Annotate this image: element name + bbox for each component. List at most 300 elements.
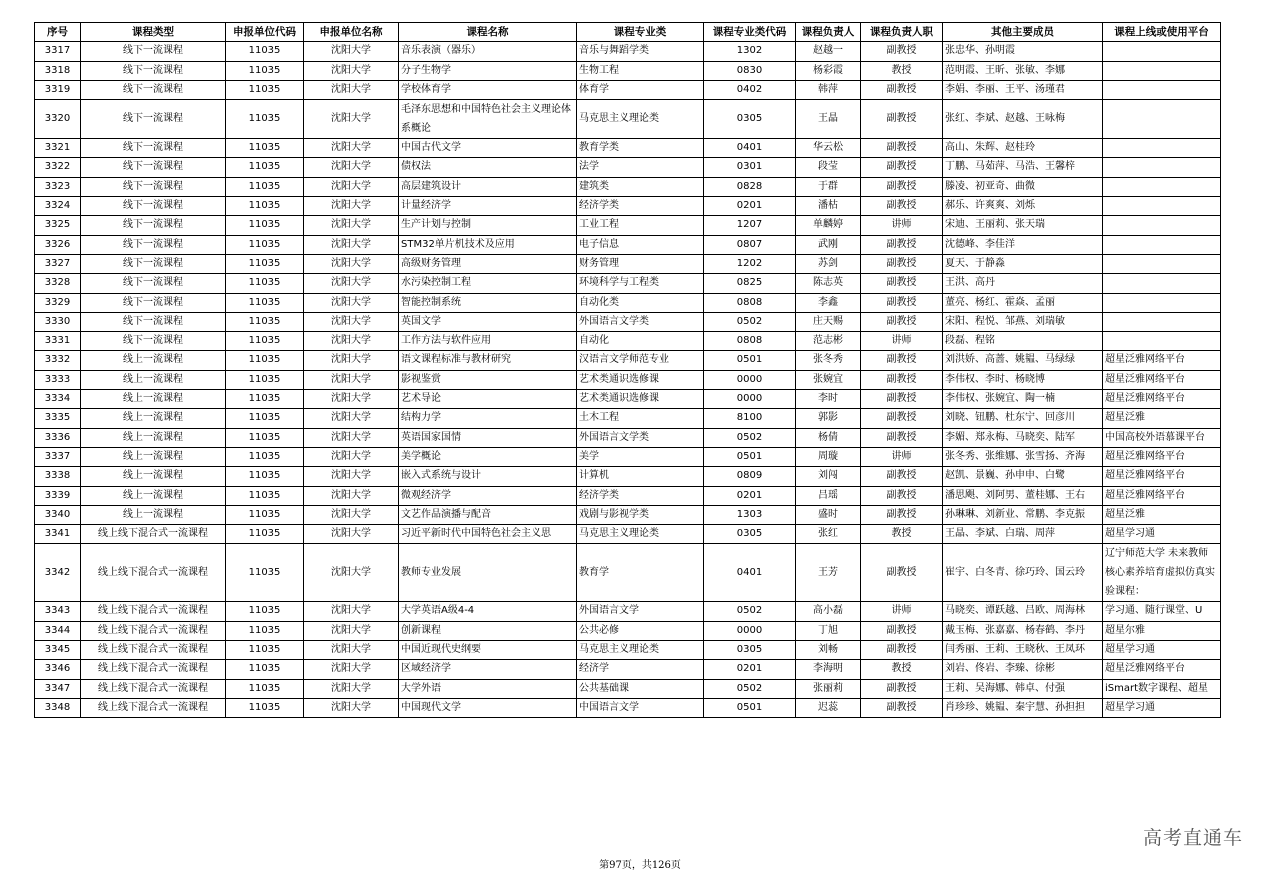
column-header: 课程专业类 <box>577 23 704 42</box>
table-cell: 副教授 <box>861 679 943 698</box>
table-cell: 副教授 <box>861 197 943 216</box>
table-cell: 沈阳大学 <box>304 254 399 273</box>
table-cell: 高级财务管理 <box>399 254 577 273</box>
table-cell: 艺术类通识选修课 <box>577 390 704 409</box>
table-cell: 线下一流课程 <box>81 274 226 293</box>
table-cell: 0305 <box>704 641 796 660</box>
table-cell <box>1103 158 1221 177</box>
table-cell: 副教授 <box>861 274 943 293</box>
table-cell: 张冬秀 <box>796 351 861 370</box>
table-cell: 副教授 <box>861 467 943 486</box>
table-cell: 于群 <box>796 177 861 196</box>
table-row <box>35 641 1221 660</box>
table-cell: 线上一流课程 <box>81 447 226 466</box>
table-cell: 11035 <box>226 254 304 273</box>
column-header: 课程负责人职 <box>861 23 943 42</box>
table-cell: 张丽莉 <box>796 679 861 698</box>
table-cell: 大学英语A级4-4 <box>399 602 577 621</box>
table-cell: 3347 <box>35 679 81 698</box>
table-cell: 11035 <box>226 621 304 640</box>
table-row <box>35 428 1221 447</box>
table-cell: 音乐与舞蹈学类 <box>577 42 704 61</box>
table-cell: 沈阳大学 <box>304 139 399 158</box>
table-cell: 11035 <box>226 332 304 351</box>
table-cell: 0808 <box>704 332 796 351</box>
table-cell: 线上一流课程 <box>81 428 226 447</box>
table-cell: 1207 <box>704 216 796 235</box>
table-row <box>35 698 1221 717</box>
table-cell: 8100 <box>704 409 796 428</box>
table-cell: 沈阳大学 <box>304 505 399 524</box>
table-cell: 迟蕊 <box>796 698 861 717</box>
table-cell: 讲师 <box>861 602 943 621</box>
table-cell: 李伟权、张婉宜、陶一楠 <box>943 390 1103 409</box>
table-cell: 线上线下混合式一流课程 <box>81 621 226 640</box>
table-cell: 1302 <box>704 42 796 61</box>
table-cell: 线上线下混合式一流课程 <box>81 641 226 660</box>
table-cell: 3344 <box>35 621 81 640</box>
table-cell: 线上线下混合式一流课程 <box>81 679 226 698</box>
table-cell: 0502 <box>704 679 796 698</box>
table-cell: 滕凌、初亚奇、曲微 <box>943 177 1103 196</box>
table-cell: 李海明 <box>796 660 861 679</box>
table-cell: 杨倩 <box>796 428 861 447</box>
table-cell: 11035 <box>226 409 304 428</box>
table-cell: 副教授 <box>861 312 943 331</box>
table-cell: 华云松 <box>796 139 861 158</box>
table-cell: 0401 <box>704 544 796 602</box>
table-cell: 王莉、吴海娜、韩卓、付强 <box>943 679 1103 698</box>
table-cell: 线上一流课程 <box>81 370 226 389</box>
table-cell: 11035 <box>226 428 304 447</box>
table-cell: 段磊、程铭 <box>943 332 1103 351</box>
table-cell: 11035 <box>226 698 304 717</box>
table-cell: 0501 <box>704 698 796 717</box>
table-cell: 崔宇、白冬青、徐巧玲、国云玲 <box>943 544 1103 602</box>
table-cell: 沈阳大学 <box>304 177 399 196</box>
table-cell: 艺术导论 <box>399 390 577 409</box>
table-cell: 11035 <box>226 351 304 370</box>
table-cell: 11035 <box>226 100 304 139</box>
table-cell: 超星泛雅网络平台 <box>1103 370 1221 389</box>
table-cell: 张冬秀、张维娜、张雪扬、齐海 <box>943 447 1103 466</box>
table-cell: 张红、李斌、赵越、王咏梅 <box>943 100 1103 139</box>
table-cell: 11035 <box>226 370 304 389</box>
table-cell: 超星泛雅网络平台 <box>1103 660 1221 679</box>
table-cell: 美学概论 <box>399 447 577 466</box>
table-row <box>35 679 1221 698</box>
table-cell: 外国语言文学类 <box>577 312 704 331</box>
table-cell: 戏剧与影视学类 <box>577 505 704 524</box>
table-cell: 范志彬 <box>796 332 861 351</box>
table-cell: 陈志英 <box>796 274 861 293</box>
table-cell <box>1103 139 1221 158</box>
table-cell: 张婉宜 <box>796 370 861 389</box>
table-cell: 高山、朱辉、赵桂玲 <box>943 139 1103 158</box>
table-cell: 郭影 <box>796 409 861 428</box>
table-cell: 11035 <box>226 525 304 544</box>
table-cell: 周璇 <box>796 447 861 466</box>
table-cell: 线下一流课程 <box>81 177 226 196</box>
table-cell: 土木工程 <box>577 409 704 428</box>
table-cell: 11035 <box>226 602 304 621</box>
table-cell: 债权法 <box>399 158 577 177</box>
table-cell <box>1103 254 1221 273</box>
table-cell: 沈阳大学 <box>304 467 399 486</box>
table-cell: 副教授 <box>861 428 943 447</box>
table-row <box>35 139 1221 158</box>
table-cell: 范明霞、王昕、张敏、李娜 <box>943 61 1103 80</box>
table-row <box>35 467 1221 486</box>
table-cell: 教育学类 <box>577 139 704 158</box>
table-cell: 线下一流课程 <box>81 42 226 61</box>
table-cell: 副教授 <box>861 621 943 640</box>
table-cell <box>1103 197 1221 216</box>
table-header-row <box>35 23 1221 42</box>
table-cell: 副教授 <box>861 505 943 524</box>
table-cell <box>1103 216 1221 235</box>
table-cell: 线下一流课程 <box>81 235 226 254</box>
table-cell: 沈阳大学 <box>304 274 399 293</box>
table-cell: 中国语言文学 <box>577 698 704 717</box>
table-cell: 0809 <box>704 467 796 486</box>
table-cell: 李伟权、李时、杨晓博 <box>943 370 1103 389</box>
table-cell: 线下一流课程 <box>81 332 226 351</box>
table-cell: 汉语言文学师范专业 <box>577 351 704 370</box>
table-cell: 0402 <box>704 80 796 99</box>
table-cell: 沈阳大学 <box>304 235 399 254</box>
table-cell: 超星泛雅 <box>1103 409 1221 428</box>
table-cell: 0830 <box>704 61 796 80</box>
table-cell: 沈阳大学 <box>304 197 399 216</box>
table-cell: 3326 <box>35 235 81 254</box>
table-cell: 沈阳大学 <box>304 621 399 640</box>
table-cell: 副教授 <box>861 177 943 196</box>
table-row <box>35 409 1221 428</box>
table-cell: 线上一流课程 <box>81 409 226 428</box>
table-cell: 法学 <box>577 158 704 177</box>
table-cell: 影视鉴赏 <box>399 370 577 389</box>
table-cell: 李媚、郑永梅、马晓奕、陆军 <box>943 428 1103 447</box>
table-cell: 财务管理 <box>577 254 704 273</box>
table-cell: 宋迪、王丽莉、张天瑞 <box>943 216 1103 235</box>
table-cell: 0808 <box>704 293 796 312</box>
table-cell: 学习通、随行课堂、U <box>1103 602 1221 621</box>
table-cell: 段莹 <box>796 158 861 177</box>
table-cell: 刘闯 <box>796 467 861 486</box>
table-cell: 11035 <box>226 235 304 254</box>
table-cell: 3319 <box>35 80 81 99</box>
table-cell: 李时 <box>796 390 861 409</box>
table-cell: 0502 <box>704 312 796 331</box>
table-cell: 副教授 <box>861 158 943 177</box>
column-header: 课程负责人 <box>796 23 861 42</box>
table-cell: 3333 <box>35 370 81 389</box>
table-cell: 0305 <box>704 525 796 544</box>
table-cell: 0000 <box>704 370 796 389</box>
table-cell: 沈阳大学 <box>304 80 399 99</box>
table-cell: 沈阳大学 <box>304 100 399 139</box>
table-row <box>35 351 1221 370</box>
table-cell: 线上线下混合式一流课程 <box>81 602 226 621</box>
table-cell: 3328 <box>35 274 81 293</box>
table-cell: 吕瑶 <box>796 486 861 505</box>
table-cell: 沈阳大学 <box>304 351 399 370</box>
table-cell: 庄天赐 <box>796 312 861 331</box>
table-cell: 语文课程标准与教材研究 <box>399 351 577 370</box>
table-cell: 工作方法与软件应用 <box>399 332 577 351</box>
table-cell: 3335 <box>35 409 81 428</box>
table-cell: 分子生物学 <box>399 61 577 80</box>
table-cell: 教授 <box>861 525 943 544</box>
table-cell: 肖珍珍、姚韫、秦宇慧、孙担担 <box>943 698 1103 717</box>
table-cell: 超星泛雅网络平台 <box>1103 447 1221 466</box>
table-cell: 赵凯、景巍、孙申申、白鹭 <box>943 467 1103 486</box>
table-cell: 中国古代文学 <box>399 139 577 158</box>
table-cell: 副教授 <box>861 641 943 660</box>
table-row <box>35 197 1221 216</box>
table-cell: 教育学 <box>577 544 704 602</box>
table-cell: 3336 <box>35 428 81 447</box>
table-cell: 外国语言文学类 <box>577 428 704 447</box>
table-row <box>35 621 1221 640</box>
table-cell: 超星泛雅网络平台 <box>1103 467 1221 486</box>
table-cell: 线下一流课程 <box>81 158 226 177</box>
table-cell: 丁鹏、马茹萍、马浩、王馨梓 <box>943 158 1103 177</box>
table-cell: 沈阳大学 <box>304 390 399 409</box>
table-cell: 11035 <box>226 216 304 235</box>
table-cell: 线下一流课程 <box>81 197 226 216</box>
table-cell: 高层建筑设计 <box>399 177 577 196</box>
table-cell: 辽宁师范大学 未来教师核心素养培育虚拟仿真实验课程： <box>1103 544 1221 602</box>
table-cell: 线下一流课程 <box>81 80 226 99</box>
table-row <box>35 544 1221 602</box>
table-cell: 生产计划与控制 <box>399 216 577 235</box>
table-cell: 11035 <box>226 293 304 312</box>
table-row <box>35 235 1221 254</box>
table-cell: 中国现代文学 <box>399 698 577 717</box>
table-cell: 0825 <box>704 274 796 293</box>
table-cell: 沈阳大学 <box>304 525 399 544</box>
table-cell: 习近平新时代中国特色社会主义思 <box>399 525 577 544</box>
table-cell: 武刚 <box>796 235 861 254</box>
table-cell: 3325 <box>35 216 81 235</box>
table-cell: 结构力学 <box>399 409 577 428</box>
course-table <box>34 22 1221 718</box>
table-row <box>35 370 1221 389</box>
table-cell: 11035 <box>226 42 304 61</box>
table-cell <box>1103 80 1221 99</box>
table-row <box>35 332 1221 351</box>
table-cell: 微观经济学 <box>399 486 577 505</box>
table-cell: 讲师 <box>861 447 943 466</box>
table-cell: 沈阳大学 <box>304 660 399 679</box>
table-cell: 宋阳、程悦、邹燕、刘瑞敏 <box>943 312 1103 331</box>
table-cell: 环境科学与工程类 <box>577 274 704 293</box>
table-cell: 0305 <box>704 100 796 139</box>
table-cell: 沈阳大学 <box>304 447 399 466</box>
table-row <box>35 486 1221 505</box>
table-cell: 区域经济学 <box>399 660 577 679</box>
table-cell: 苏剑 <box>796 254 861 273</box>
table-cell: 3345 <box>35 641 81 660</box>
table-cell: 0828 <box>704 177 796 196</box>
table-cell <box>1103 177 1221 196</box>
table-cell: 超星泛雅网络平台 <box>1103 351 1221 370</box>
table-cell: 副教授 <box>861 100 943 139</box>
table-cell: 11035 <box>226 80 304 99</box>
table-cell: 线下一流课程 <box>81 216 226 235</box>
table-cell: 沈阳大学 <box>304 602 399 621</box>
table-cell: 0502 <box>704 428 796 447</box>
column-header: 课程上线或使用平台 <box>1103 23 1221 42</box>
table-cell: 3318 <box>35 61 81 80</box>
table-cell: 1303 <box>704 505 796 524</box>
table-row <box>35 312 1221 331</box>
table-cell: 艺术类通识选修课 <box>577 370 704 389</box>
table-cell: 11035 <box>226 390 304 409</box>
table-cell: 赵越一 <box>796 42 861 61</box>
table-cell: 11035 <box>226 158 304 177</box>
table-cell: 沈阳大学 <box>304 42 399 61</box>
table-cell: 讲师 <box>861 216 943 235</box>
table-cell: 副教授 <box>861 139 943 158</box>
column-header: 课程专业类代码 <box>704 23 796 42</box>
table-cell: 11035 <box>226 505 304 524</box>
table-row <box>35 602 1221 621</box>
table-cell: 副教授 <box>861 80 943 99</box>
table-cell: 线下一流课程 <box>81 100 226 139</box>
table-cell: 教师专业发展 <box>399 544 577 602</box>
table-cell: 副教授 <box>861 235 943 254</box>
table-cell: 刘岩、佟岩、李臻、徐彬 <box>943 660 1103 679</box>
table-cell <box>1103 274 1221 293</box>
table-row <box>35 525 1221 544</box>
table-cell: 线上一流课程 <box>81 467 226 486</box>
table-cell: 3343 <box>35 602 81 621</box>
table-cell: 超星泛雅网络平台 <box>1103 486 1221 505</box>
table-cell: 沈阳大学 <box>304 332 399 351</box>
table-cell <box>1103 100 1221 139</box>
table-cell: 马克思主义理论类 <box>577 525 704 544</box>
table-cell: 3340 <box>35 505 81 524</box>
table-cell: 计量经济学 <box>399 197 577 216</box>
table-cell: 线上一流课程 <box>81 505 226 524</box>
table-cell: 3329 <box>35 293 81 312</box>
table-cell: 沈德峰、李佳洋 <box>943 235 1103 254</box>
table-cell: 电子信息 <box>577 235 704 254</box>
table-cell: 公共必修 <box>577 621 704 640</box>
table-cell: 11035 <box>226 312 304 331</box>
table-cell: 3322 <box>35 158 81 177</box>
table-cell: 建筑类 <box>577 177 704 196</box>
table-cell: 超星尔雅 <box>1103 621 1221 640</box>
table-cell: 张红 <box>796 525 861 544</box>
table-cell: 王晶 <box>796 100 861 139</box>
table-cell: 沈阳大学 <box>304 544 399 602</box>
table-cell: 线下一流课程 <box>81 61 226 80</box>
table-cell: 沈阳大学 <box>304 370 399 389</box>
table-cell: 11035 <box>226 641 304 660</box>
table-cell: 英语国家国情 <box>399 428 577 447</box>
table-cell: 超星泛雅网络平台 <box>1103 390 1221 409</box>
table-cell: 0501 <box>704 447 796 466</box>
table-cell: 沈阳大学 <box>304 409 399 428</box>
table-cell: 线上线下混合式一流课程 <box>81 698 226 717</box>
table-cell: 外国语言文学 <box>577 602 704 621</box>
table-cell: 0201 <box>704 486 796 505</box>
table-cell: 3339 <box>35 486 81 505</box>
table-cell: 超星学习通 <box>1103 525 1221 544</box>
table-cell: 线上一流课程 <box>81 351 226 370</box>
table-cell: 11035 <box>226 61 304 80</box>
table-cell: STM32单片机技术及应用 <box>399 235 577 254</box>
column-header: 序号 <box>35 23 81 42</box>
table-cell: 副教授 <box>861 293 943 312</box>
table-cell: 线下一流课程 <box>81 254 226 273</box>
table-cell: 马晓奕、谭跃越、吕欧、周海林 <box>943 602 1103 621</box>
table-cell: 沈阳大学 <box>304 293 399 312</box>
table-cell: 美学 <box>577 447 704 466</box>
table-cell: 英国文学 <box>399 312 577 331</box>
table-cell: 3332 <box>35 351 81 370</box>
table-cell: 生物工程 <box>577 61 704 80</box>
table-cell: 教授 <box>861 660 943 679</box>
table-cell: 0501 <box>704 351 796 370</box>
table-cell: 3323 <box>35 177 81 196</box>
table-cell: 超星学习通 <box>1103 641 1221 660</box>
table-row <box>35 447 1221 466</box>
table-cell: 学校体育学 <box>399 80 577 99</box>
table-cell: 11035 <box>226 197 304 216</box>
column-header: 课程类型 <box>81 23 226 42</box>
table-cell: 戴玉梅、张嘉嘉、杨春鹤、李丹 <box>943 621 1103 640</box>
table-cell: 3320 <box>35 100 81 139</box>
table-cell: 中国高校外语慕课平台 <box>1103 428 1221 447</box>
table-cell: 董亮、杨红、霍焱、孟丽 <box>943 293 1103 312</box>
table-cell: 0301 <box>704 158 796 177</box>
table-cell: 副教授 <box>861 254 943 273</box>
table-cell: iSmart数字课程、超星 <box>1103 679 1221 698</box>
table-cell: 潘思飓、刘阿男、董桂娜、王右 <box>943 486 1103 505</box>
table-cell: 水污染控制工程 <box>399 274 577 293</box>
table-row <box>35 660 1221 679</box>
table-cell: 副教授 <box>861 370 943 389</box>
table-cell: 毛泽东思想和中国特色社会主义理论体系概论 <box>399 100 577 139</box>
table-cell: 闫秀丽、王莉、王晓秋、王凤环 <box>943 641 1103 660</box>
table-cell: 沈阳大学 <box>304 158 399 177</box>
table-cell: 单麟婷 <box>796 216 861 235</box>
table-cell: 副教授 <box>861 390 943 409</box>
table-cell: 11035 <box>226 177 304 196</box>
table-cell: 沈阳大学 <box>304 428 399 447</box>
table-cell: 3321 <box>35 139 81 158</box>
table-cell: 3327 <box>35 254 81 273</box>
table-cell: 潘枯 <box>796 197 861 216</box>
table-cell: 李娟、李丽、王平、汤瑾君 <box>943 80 1103 99</box>
table-cell: 嵌入式系统与设计 <box>399 467 577 486</box>
table-cell: 沈阳大学 <box>304 679 399 698</box>
table-cell <box>1103 42 1221 61</box>
table-cell: 线下一流课程 <box>81 312 226 331</box>
table-cell: 11035 <box>226 447 304 466</box>
table-cell: 3317 <box>35 42 81 61</box>
table-cell: 李鑫 <box>796 293 861 312</box>
table-cell <box>1103 293 1221 312</box>
table-row <box>35 177 1221 196</box>
page-footer: 第97页，共126页 <box>599 860 681 871</box>
table-cell: 刘晓、钮鹏、杜东宁、回彦川 <box>943 409 1103 428</box>
